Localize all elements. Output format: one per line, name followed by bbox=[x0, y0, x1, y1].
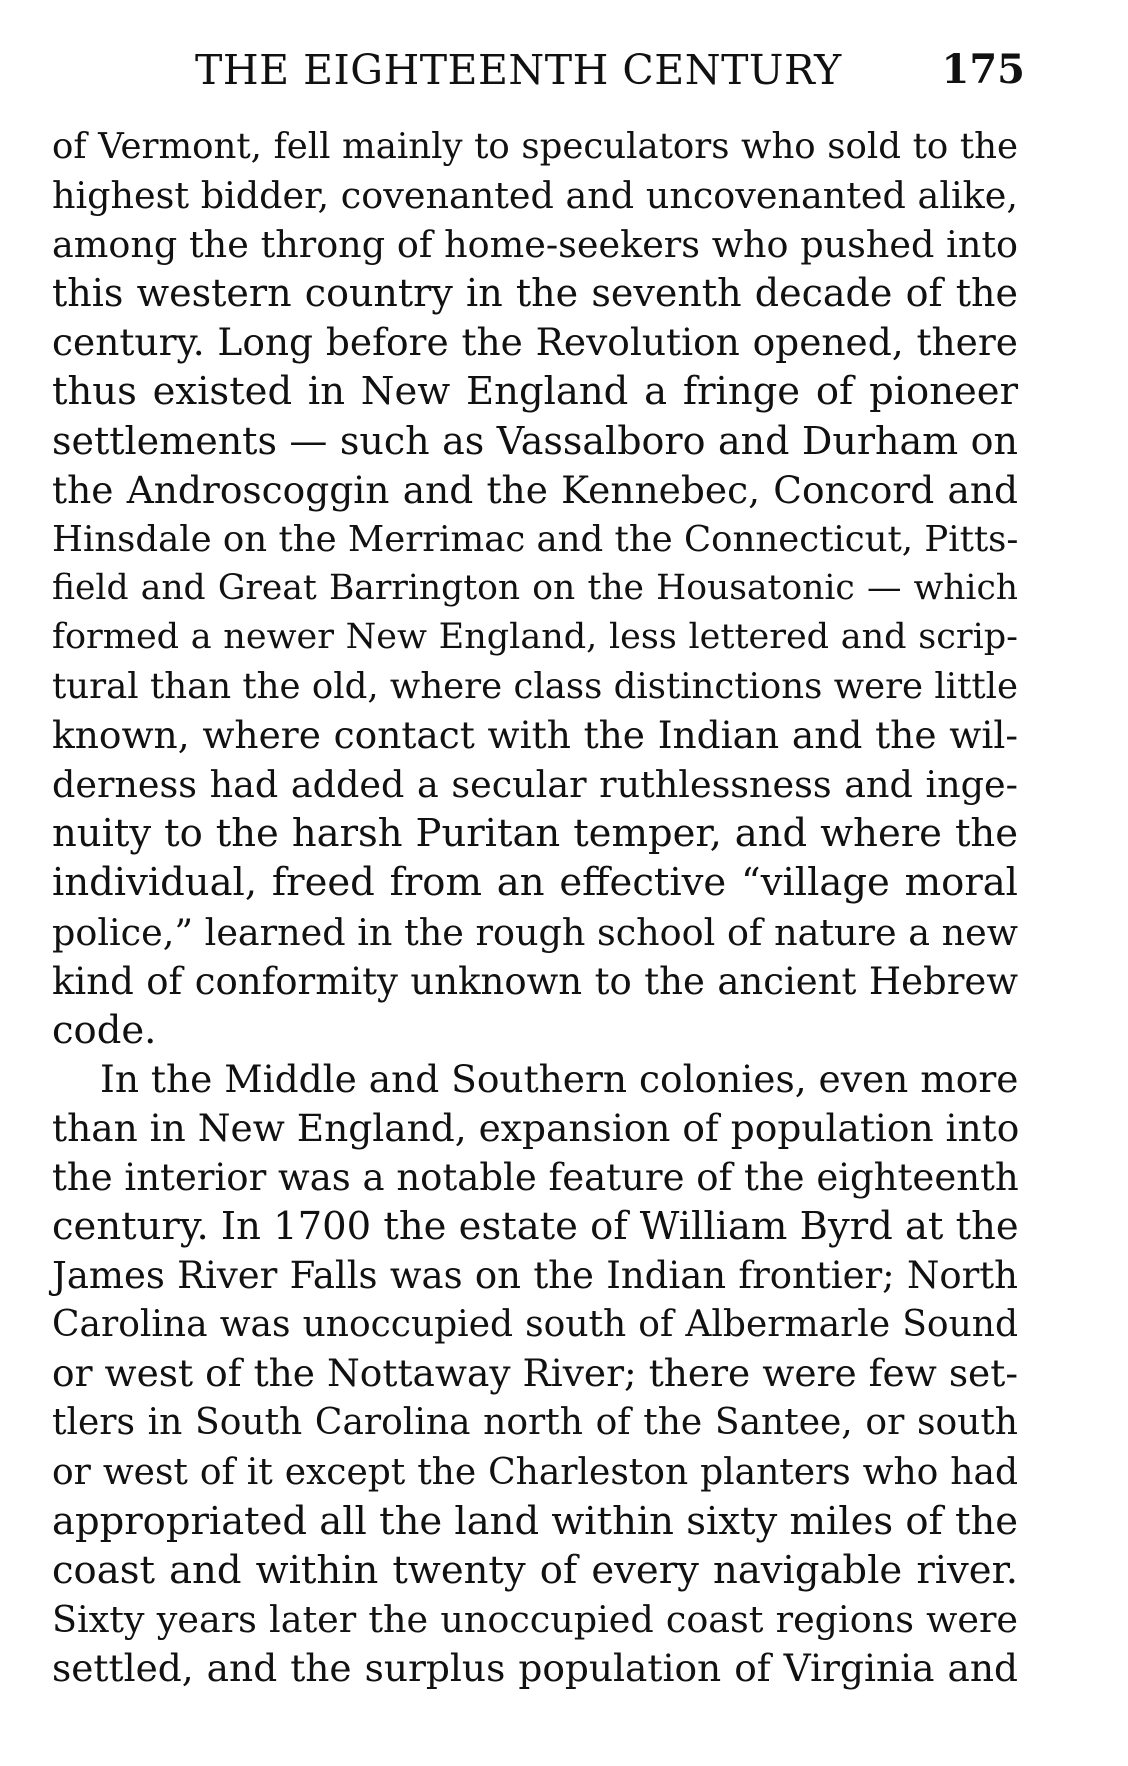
text-line: the Androscoggin and the Kennebec, Concord and bbox=[52, 467, 1018, 512]
paragraph bbox=[52, 122, 1018, 1055]
text-line: settlements — such as Vassalboro and Durham on bbox=[52, 418, 1018, 463]
text-line: among the throng of home-seekers who pushed into bbox=[52, 223, 1018, 267]
text-line: appropriated all the land within sixty miles of the bbox=[52, 1498, 1019, 1544]
page-number: 175 bbox=[941, 46, 1025, 93]
text-line: known, where contact with the Indian and the wil- bbox=[52, 713, 1018, 758]
text-line: police,” learned in the rough school of nature a new bbox=[52, 910, 1018, 954]
running-header bbox=[195, 42, 1025, 98]
text-line: derness had added a secular ruthlessness and inge- bbox=[52, 763, 1018, 807]
text-line: James River Falls was on the Indian frontier; North bbox=[52, 1254, 1018, 1298]
text-line: of Vermont, fell mainly to speculators who sold to the bbox=[52, 126, 1018, 167]
text-line: than in New England, expansion of population into bbox=[52, 1105, 1020, 1150]
text-line: or west of it except the Charleston planters who had bbox=[52, 1451, 1018, 1493]
text-line: Hinsdale on the Merrimac and the Connecticut, Pitts- bbox=[52, 518, 1019, 560]
text-line: individual, freed from an effective “village moral bbox=[52, 860, 1018, 906]
text-line: century. Long before the Revolution opened, there bbox=[52, 320, 1018, 365]
text-line: Sixty years later the unoccupied coast regions were bbox=[52, 1597, 1018, 1641]
text-line: or west of the Nottaway River; there were few set- bbox=[52, 1351, 1018, 1396]
text-line: settled, and the surplus population of Virginia and bbox=[52, 1645, 1018, 1690]
text-line: highest bidder, covenanted and uncovenanted alike, bbox=[52, 174, 1018, 218]
text-line: kind of conformity unknown to the ancient Hebrew bbox=[52, 959, 1018, 1003]
text-line: thus existed in New England a fringe of pioneer bbox=[52, 369, 1018, 415]
text-line: the interior was a notable feature of the eighteenth bbox=[52, 1155, 1019, 1199]
text-line: formed a newer New England, less lettered and scrip- bbox=[52, 616, 1018, 657]
text-line: coast and within twenty of every navigable river. bbox=[52, 1547, 1018, 1593]
text-line: code. bbox=[52, 1007, 157, 1053]
paragraph bbox=[52, 1055, 1018, 1693]
text-line: Carolina was unoccupied south of Albermarle Sound bbox=[52, 1304, 1018, 1346]
text-line: field and Great Barrington on the Housatonic — which bbox=[52, 567, 1018, 608]
text-line: nuity to the harsh Puritan temper, and where the bbox=[52, 811, 1018, 857]
text-line: tural than the old, where class distinctions were little bbox=[52, 666, 1018, 708]
text-line: this western country in the seventh decade of the bbox=[52, 271, 1018, 316]
text-line: tlers in South Carolina north of the Santee, or south bbox=[52, 1402, 1018, 1444]
running-title: THE EIGHTEENTH CENTURY bbox=[195, 46, 842, 94]
text-line: century. In 1700 the estate of William Byrd at the bbox=[52, 1204, 1019, 1250]
body-text bbox=[52, 122, 1018, 1693]
text-line: In the Middle and Southern colonies, even more bbox=[100, 1056, 1019, 1101]
